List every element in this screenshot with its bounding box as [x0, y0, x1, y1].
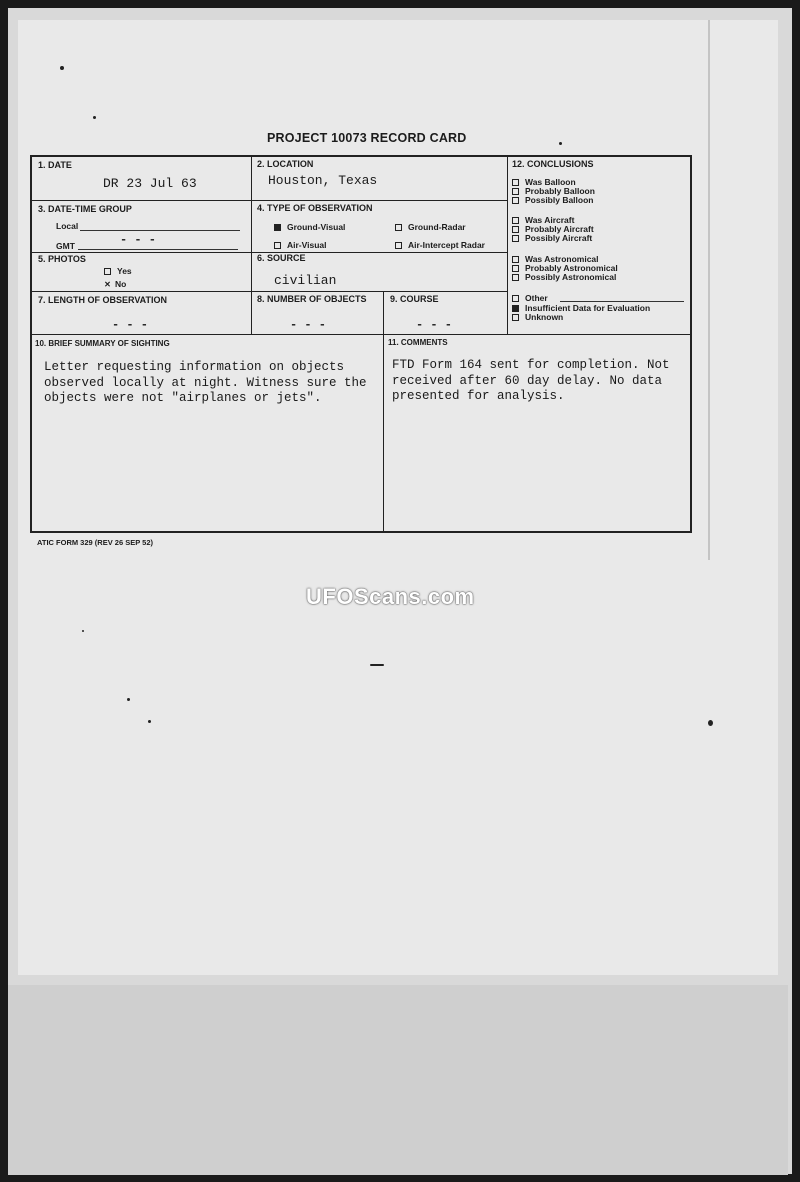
- checkbox-icon: [395, 224, 402, 231]
- checkbox-icon: [512, 197, 519, 204]
- comments-text: [392, 358, 670, 405]
- conclusion-insufficient-data: Insufficient Data for Evaluation: [512, 304, 650, 314]
- conclusion-was-astronomical: Was Astronomical: [512, 255, 599, 265]
- number-of-objects-value: - - -: [290, 318, 327, 332]
- conclusion-possibly-astronomical: Possibly Astronomical: [512, 273, 616, 283]
- brief-summary-label: 10. BRIEF SUMMARY OF SIGHTING: [35, 339, 170, 348]
- conclusion-other: Other: [512, 294, 548, 304]
- date-value: DR 23 Jul 63: [103, 176, 197, 191]
- checkbox-icon: [512, 235, 519, 242]
- course-label: 9. COURSE: [390, 294, 439, 304]
- other-underline: [560, 301, 684, 302]
- option-ground-radar: Ground-Radar: [395, 222, 466, 232]
- lower-paper-band: [8, 985, 788, 1175]
- checked-box-icon: [512, 305, 519, 312]
- divider: [31, 291, 507, 292]
- scan-speck: [82, 630, 84, 632]
- source-value: civilian: [274, 273, 337, 288]
- x-mark-icon: ✕: [104, 280, 111, 290]
- comment-line: presented for analysis.: [392, 389, 565, 403]
- option-air-visual: Air-Visual: [274, 240, 327, 250]
- photos-yes: Yes: [104, 266, 132, 276]
- number-of-objects-label: 8. NUMBER OF OBJECTS: [257, 294, 367, 304]
- scan-speck: [60, 66, 64, 70]
- brief-summary-text: [44, 360, 367, 407]
- comments-label: 11. COMMENTS: [388, 338, 448, 347]
- source-label: 6. SOURCE: [257, 253, 306, 263]
- conclusion-possibly-aircraft: Possibly Aircraft: [512, 234, 592, 244]
- length-value: - - -: [112, 318, 149, 332]
- checkbox-icon: [512, 217, 519, 224]
- checkbox-icon: [512, 314, 519, 321]
- summary-line: observed locally at night. Witness sure the: [44, 375, 367, 390]
- card-title: PROJECT 10073 RECORD CARD: [267, 131, 467, 145]
- scan-speck: [370, 664, 384, 666]
- conclusions-label: 12. CONCLUSIONS: [512, 159, 594, 169]
- divider: [383, 291, 384, 532]
- course-value: - - -: [416, 318, 453, 332]
- conclusion-probably-aircraft: Probably Aircraft: [512, 225, 594, 235]
- local-label: Local: [56, 221, 79, 231]
- scan-speck: [708, 720, 713, 726]
- checkbox-icon: [512, 188, 519, 195]
- paper-edge: [708, 20, 710, 560]
- date-label: 1. DATE: [38, 160, 72, 170]
- checkbox-icon: [512, 265, 519, 272]
- divider: [31, 334, 691, 335]
- checkbox-icon: [512, 256, 519, 263]
- checkbox-icon: [512, 295, 519, 302]
- location-label: 2. LOCATION: [257, 159, 314, 169]
- length-label: 7. LENGTH OF OBSERVATION: [38, 295, 168, 305]
- checkbox-icon: [104, 268, 111, 275]
- conclusion-probably-astronomical: Probably Astronomical: [512, 264, 618, 274]
- type-of-observation-label: 4. TYPE OF OBSERVATION: [257, 203, 373, 213]
- checkbox-icon: [274, 242, 281, 249]
- scan-speck: [148, 720, 151, 723]
- date-time-group-label: 3. DATE-TIME GROUP: [38, 204, 132, 214]
- checkbox-icon: [512, 179, 519, 186]
- gmt-label: GMT: [56, 241, 75, 251]
- option-air-intercept-radar: Air-Intercept Radar: [395, 240, 485, 250]
- conclusion-unknown: Unknown: [512, 313, 563, 323]
- conclusion-possibly-balloon: Possibly Balloon: [512, 196, 594, 206]
- scan-speck: [127, 698, 130, 701]
- checkbox-icon: [395, 242, 402, 249]
- comment-line: received after 60 day delay. No data: [392, 373, 663, 388]
- form-number: ATIC FORM 329 (REV 26 SEP 52): [37, 538, 154, 547]
- local-underline: [80, 230, 240, 231]
- conclusion-probably-balloon: Probably Balloon: [512, 187, 595, 197]
- gmt-underline: [78, 249, 238, 250]
- comment-line: FTD Form 164 sent for completion. Not: [392, 358, 670, 372]
- scan-speck: [559, 142, 562, 145]
- location-value: Houston, Texas: [268, 173, 378, 188]
- summary-line: Letter requesting information on objects: [44, 360, 345, 374]
- watermark: UFOScans.com: [306, 584, 475, 609]
- scan-speck: [93, 116, 96, 119]
- gmt-value: - - -: [120, 233, 157, 247]
- photos-no: ✕ No: [104, 279, 127, 290]
- checkbox-icon: [512, 274, 519, 281]
- summary-line: objects were not "airplanes or jets".: [44, 391, 322, 405]
- checked-box-icon: [274, 224, 281, 231]
- conclusion-was-balloon: Was Balloon: [512, 178, 576, 188]
- divider: [251, 156, 252, 334]
- checkbox-icon: [512, 226, 519, 233]
- divider: [507, 156, 508, 334]
- divider: [31, 200, 507, 201]
- conclusion-was-aircraft: Was Aircraft: [512, 216, 574, 226]
- option-ground-visual: Ground-Visual: [274, 222, 345, 232]
- photos-label: 5. PHOTOS: [38, 254, 86, 264]
